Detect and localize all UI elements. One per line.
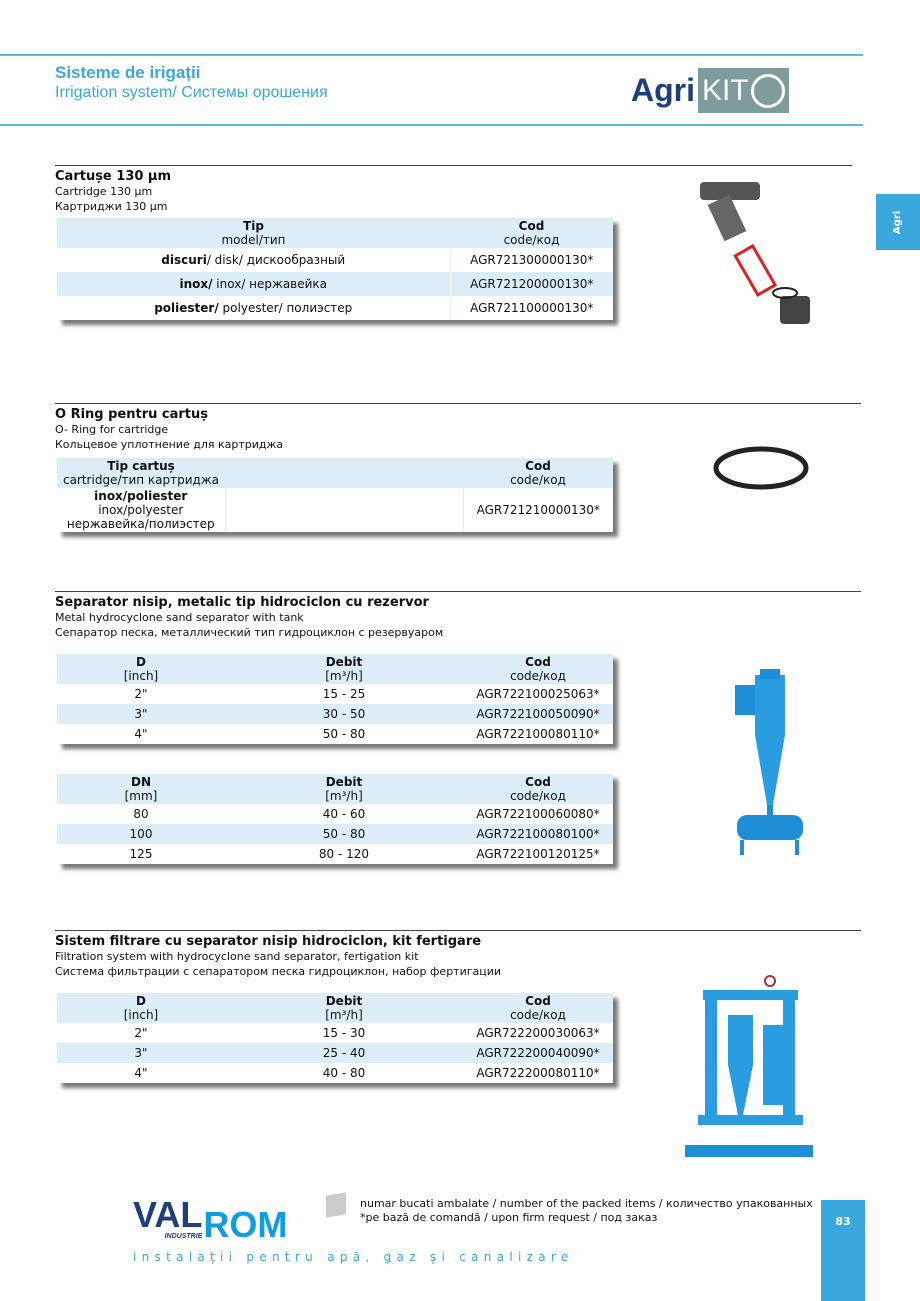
package-box-icon bbox=[326, 1192, 346, 1218]
section-title: Sistem filtrare cu separator nisip hidrociclon, kit fertigare bbox=[55, 934, 482, 949]
separator-mm-table: DN [mm] Debit [m³/h] Cod code/код 80 40 - 60 AGR722100060080* 100 50 - 80 AGR722100080100* 125 80 - 120 AGR722100120125* bbox=[57, 774, 613, 864]
valrom-logo bbox=[133, 1194, 288, 1245]
section-title: Cartușe 130 µm bbox=[55, 169, 172, 184]
section-title-en: O- Ring for cartridge bbox=[55, 423, 169, 436]
oring-image bbox=[712, 445, 812, 495]
table-row: 4" 40 - 80 AGR722200080110* bbox=[134, 1066, 600, 1080]
filtration-kit-image bbox=[683, 975, 818, 1160]
valrom-tagline: instalații pentru apă, gaz și canalizare bbox=[133, 1250, 574, 1264]
note-packed-items: numar bucati ambalate / number of the packed items / количество упакованных bbox=[360, 1197, 813, 1210]
section-title-ru: Картриджи 130 µm bbox=[55, 200, 168, 213]
section-title-ru: Кольцевое уплотнение для картриджа bbox=[55, 438, 284, 451]
agrikit-logo bbox=[631, 68, 789, 113]
table-row: inox/ inox/ нержавейка AGR721200000130* bbox=[57, 272, 613, 296]
table-row: 125 80 - 120 AGR722100120125* bbox=[129, 847, 600, 861]
cartridge-filter-image bbox=[690, 178, 840, 338]
side-tab-agri[interactable]: Agri bbox=[876, 194, 920, 250]
logo-rom-text: ROM bbox=[203, 1204, 288, 1245]
logo-agri-text: Agri bbox=[631, 72, 695, 108]
section-title: O Ring pentru cartuș bbox=[55, 407, 209, 422]
hydrocyclone-separator-image bbox=[725, 665, 815, 860]
page-subtitle: Irrigation system/ Системы орошения bbox=[55, 84, 328, 101]
table-row: 3" 25 - 40 AGR722200040090* bbox=[57, 1043, 613, 1063]
logo-industrie-text: INDUSTRIE bbox=[164, 1233, 203, 1240]
table-row: discuri/ disk/ дискообразный AGR721300000130* bbox=[57, 248, 613, 272]
oring-table: Tip cartuș cartridge/тип картриджа Cod code/код inox/poliester inox/polyester нержавейка/полиэстер AGR721210000130* bbox=[57, 458, 613, 532]
table-row: 4" 50 - 80 AGR722100080110* bbox=[134, 727, 600, 741]
table-row: poliester/ polyester/ полиэстер AGR721100000130* bbox=[57, 296, 613, 320]
section-title-ru: Сепаратор песка, металлический тип гидроциклон с резервуаром bbox=[55, 626, 444, 639]
page-number: 83 bbox=[821, 1200, 865, 1301]
table-row: 2" 15 - 25 AGR722100025063* bbox=[134, 687, 600, 701]
table-row: 3" 30 - 50 AGR722100050090* bbox=[57, 704, 613, 724]
wheat-field-icon bbox=[751, 74, 785, 108]
cartridge-table: Tip model/тип Cod code/код discuri/ disk/ дискообразный AGR721300000130* inox/ inox/ нержавейка AGR721200000130* poliester/ polyester/ полиэстер AGR721100000130* bbox=[57, 218, 613, 320]
footer-notes bbox=[360, 1197, 813, 1225]
header-rule-bottom bbox=[0, 124, 863, 126]
logo-kit-text: KIT bbox=[702, 74, 749, 107]
note-firm-request: *pe bază de comandă / upon firm request / под заказ bbox=[360, 1211, 658, 1224]
logo-kit-box bbox=[698, 68, 789, 113]
page-title: Sisteme de irigații bbox=[55, 63, 201, 82]
separator-inch-table: D [inch] Debit [m³/h] Cod code/код 2" 15 - 25 AGR722100025063* 3" 30 - 50 AGR722100050090* 4" 50 - 80 AGR722100080110* bbox=[57, 654, 613, 744]
section-title-en: Cartridge 130 µm bbox=[55, 185, 153, 198]
section-title-ru: Система фильтрации с сепаратором песка гидроциклон, набор фертигации bbox=[55, 965, 502, 978]
section-title-en: Metal hydrocyclone sand separator with tank bbox=[55, 611, 304, 624]
section-title-en: Filtration system with hydrocyclone sand separator, fertigation kit bbox=[55, 950, 419, 963]
section-title: Separator nisip, metalic tip hidrociclon cu rezervor bbox=[55, 595, 429, 610]
logo-val-text: VAL bbox=[133, 1194, 203, 1235]
table-row: 2" 15 - 30 AGR722200030063* bbox=[134, 1026, 600, 1040]
header-rule-top bbox=[0, 54, 863, 56]
table-row: 100 50 - 80 AGR722100080100* bbox=[57, 824, 613, 844]
table-row: inox/poliester inox/polyester нержавейка/полиэстер AGR721210000130* bbox=[57, 488, 613, 532]
filtration-table: D [inch] Debit [m³/h] Cod code/код 2" 15 - 30 AGR722200030063* 3" 25 - 40 AGR722200040090* 4" 40 - 80 AGR722200080110* bbox=[57, 993, 613, 1083]
table-row: 80 40 - 60 AGR722100060080* bbox=[133, 807, 600, 821]
